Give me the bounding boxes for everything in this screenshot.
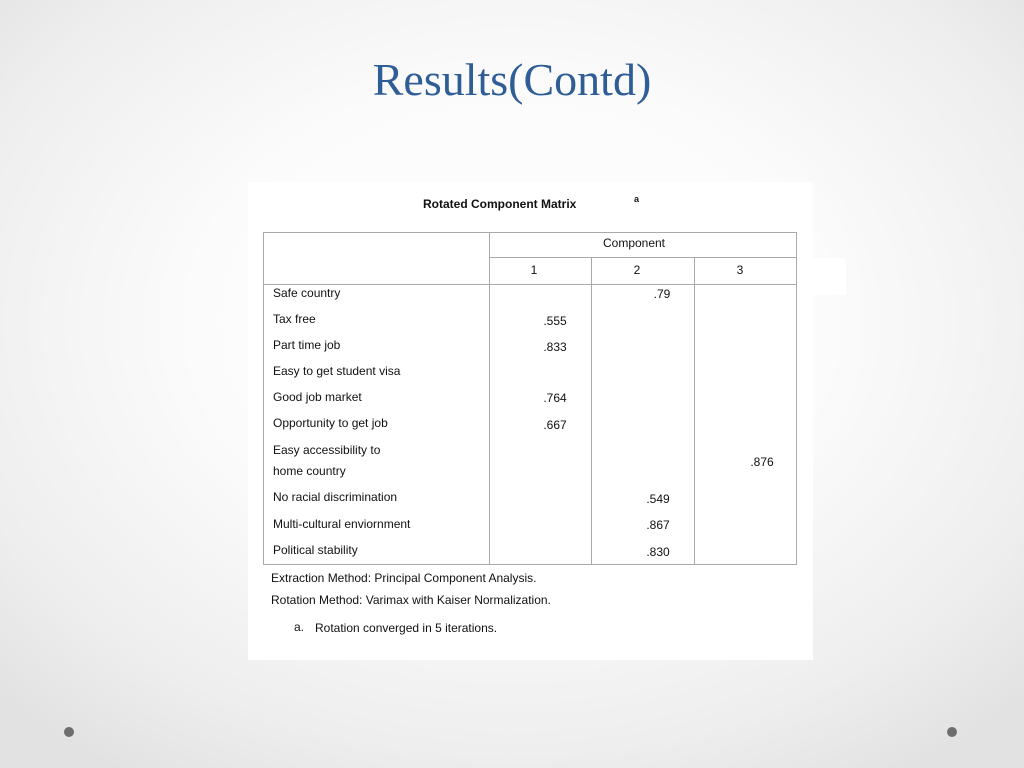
component-header: Component bbox=[602, 236, 666, 250]
grid-line-col-1-2 bbox=[591, 257, 592, 565]
cell-part-time-job-c1: .833 bbox=[543, 340, 567, 354]
cell-racial-discrimination-c2: .549 bbox=[646, 492, 670, 506]
table-heading: Rotated Component Matrix bbox=[423, 197, 577, 211]
cell-safe-country-c2: .79 bbox=[653, 287, 671, 301]
row-label-safe-country: Safe country bbox=[273, 286, 341, 300]
row-label-good-job-market: Good job market bbox=[273, 390, 362, 404]
row-label-racial-discrimination: No racial discrimination bbox=[273, 490, 398, 504]
footnote-marker: a. bbox=[294, 620, 305, 634]
cell-opportunity-job-c1: .667 bbox=[543, 418, 567, 432]
row-label-part-time-job: Part time job bbox=[273, 338, 341, 352]
column-header-3: 3 bbox=[736, 263, 744, 277]
grid-line-col-2-3 bbox=[694, 257, 695, 565]
row-label-accessibility: Easy accessibility to bbox=[273, 443, 381, 457]
row-label-political-stability: Political stability bbox=[273, 543, 358, 557]
column-header-1: 1 bbox=[530, 263, 538, 277]
footnote-text: Rotation converged in 5 iterations. bbox=[315, 621, 498, 635]
grid-line-label-divider bbox=[489, 232, 490, 565]
row-label-accessibility-line2: home country bbox=[273, 464, 346, 478]
cell-good-job-market-c1: .764 bbox=[543, 391, 567, 405]
cell-accessibility-c3: .876 bbox=[750, 455, 774, 469]
next-slide-dot-icon[interactable] bbox=[947, 727, 957, 737]
grid-line-component-header bbox=[489, 257, 797, 258]
slide-title: Results(Contd) bbox=[372, 54, 652, 105]
column-header-2: 2 bbox=[633, 263, 641, 277]
cell-multi-cultural-c2: .867 bbox=[646, 518, 670, 532]
extraction-method-note: Extraction Method: Principal Component Analysis. bbox=[271, 571, 537, 585]
prev-slide-dot-icon[interactable] bbox=[64, 727, 74, 737]
row-label-student-visa: Easy to get student visa bbox=[273, 364, 401, 378]
table-heading-superscript: a bbox=[634, 194, 640, 204]
cell-tax-free-c1: .555 bbox=[543, 314, 567, 328]
cell-political-stability-c2: .830 bbox=[646, 545, 670, 559]
row-label-tax-free: Tax free bbox=[273, 312, 316, 326]
table-panel-extension bbox=[813, 258, 846, 295]
row-label-multi-cultural: Multi-cultural enviornment bbox=[273, 517, 411, 531]
grid-line-header-bottom bbox=[263, 284, 797, 285]
rotation-method-note: Rotation Method: Varimax with Kaiser Normalization. bbox=[271, 593, 551, 607]
row-label-opportunity-job: Opportunity to get job bbox=[273, 416, 388, 430]
